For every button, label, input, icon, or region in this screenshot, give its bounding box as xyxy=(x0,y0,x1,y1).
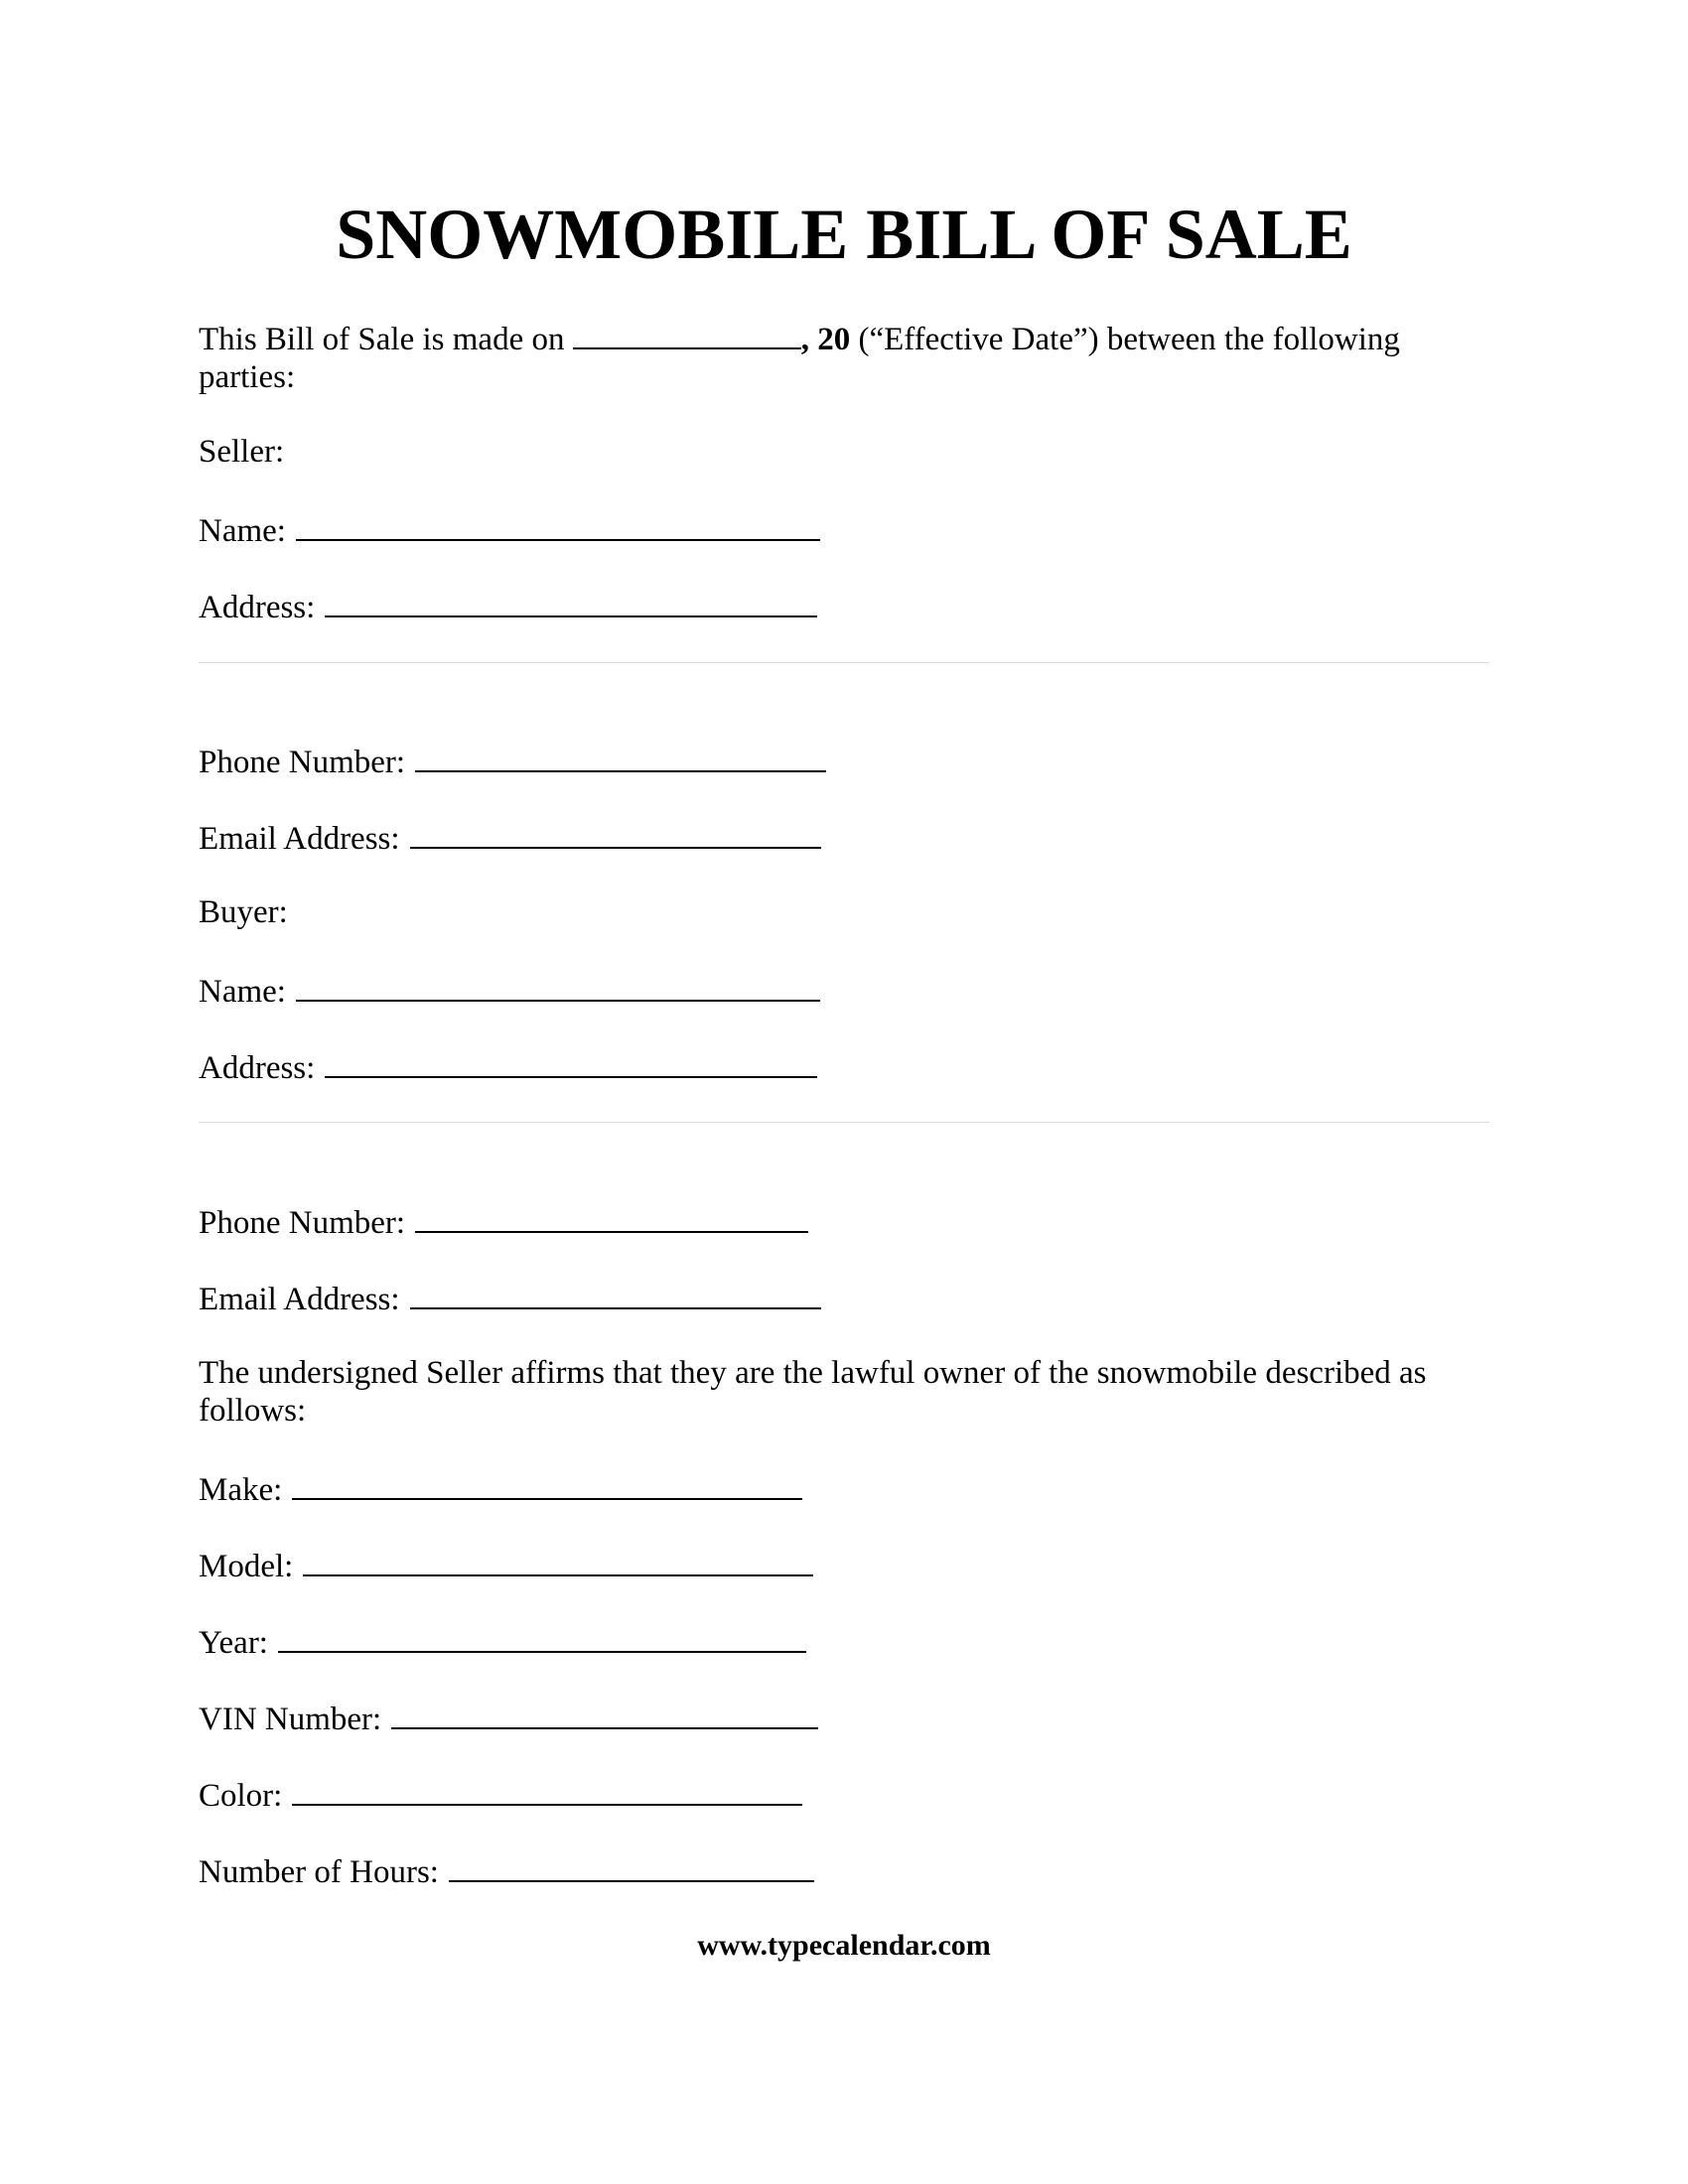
buyer-email-row xyxy=(199,1278,821,1318)
buyer-name-field[interactable] xyxy=(296,970,820,1002)
intro-suffix: (“Effective Date”) between the following parties: xyxy=(199,322,1400,395)
seller-heading: Seller: xyxy=(199,434,285,470)
year-row xyxy=(199,1621,806,1662)
make-label: Make: xyxy=(199,1472,283,1508)
buyer-name-label: Name: xyxy=(199,974,286,1010)
section-divider xyxy=(199,1122,1489,1123)
seller-address-label: Address: xyxy=(199,590,316,625)
intro-paragraph xyxy=(199,318,1489,396)
buyer-address-field[interactable] xyxy=(325,1046,817,1078)
intro-prefix: This Bill of Sale is made on xyxy=(199,322,573,357)
seller-email-field[interactable] xyxy=(410,817,821,849)
color-label: Color: xyxy=(199,1778,283,1814)
vin-label: VIN Number: xyxy=(199,1702,382,1737)
document-title: SNOWMOBILE BILL OF SALE xyxy=(336,195,1352,274)
hours-label: Number of Hours: xyxy=(199,1854,439,1890)
model-label: Model: xyxy=(199,1549,294,1584)
buyer-name-row xyxy=(199,970,820,1011)
buyer-heading: Buyer: xyxy=(199,894,288,930)
buyer-address-label: Address: xyxy=(199,1050,316,1086)
make-field[interactable] xyxy=(292,1468,802,1500)
buyer-phone-row xyxy=(199,1201,808,1242)
effective-date-blank[interactable] xyxy=(573,318,801,349)
vin-row xyxy=(199,1698,818,1738)
hours-row xyxy=(199,1850,814,1891)
seller-email-row xyxy=(199,817,821,858)
seller-name-row xyxy=(199,509,820,550)
seller-name-label: Name: xyxy=(199,513,286,549)
color-row xyxy=(199,1774,802,1815)
seller-phone-field[interactable] xyxy=(415,741,826,772)
model-field[interactable] xyxy=(303,1545,813,1576)
year-label: Year: xyxy=(199,1625,268,1661)
buyer-phone-label: Phone Number: xyxy=(199,1205,406,1241)
vin-field[interactable] xyxy=(391,1698,818,1729)
seller-name-field[interactable] xyxy=(296,509,820,541)
affirmation-paragraph: The undersigned Seller affirms that they are the lawful owner of the snowmobile described as follows: xyxy=(199,1355,1427,1429)
year-field[interactable] xyxy=(278,1621,806,1653)
seller-phone-label: Phone Number: xyxy=(199,745,406,780)
hours-field[interactable] xyxy=(449,1850,814,1882)
make-row xyxy=(199,1468,802,1509)
seller-email-label: Email Address: xyxy=(199,821,400,857)
footer-website-link[interactable]: www.typecalendar.com xyxy=(697,1929,991,1962)
color-field[interactable] xyxy=(292,1774,802,1806)
buyer-address-row xyxy=(199,1046,817,1087)
section-divider xyxy=(199,662,1489,663)
buyer-phone-field[interactable] xyxy=(415,1201,808,1233)
model-row xyxy=(199,1545,813,1585)
buyer-email-label: Email Address: xyxy=(199,1282,400,1317)
seller-phone-row xyxy=(199,741,826,781)
buyer-email-field[interactable] xyxy=(410,1278,821,1309)
seller-address-field[interactable] xyxy=(325,586,817,617)
seller-address-row xyxy=(199,586,817,626)
intro-year: , 20 xyxy=(800,322,851,357)
